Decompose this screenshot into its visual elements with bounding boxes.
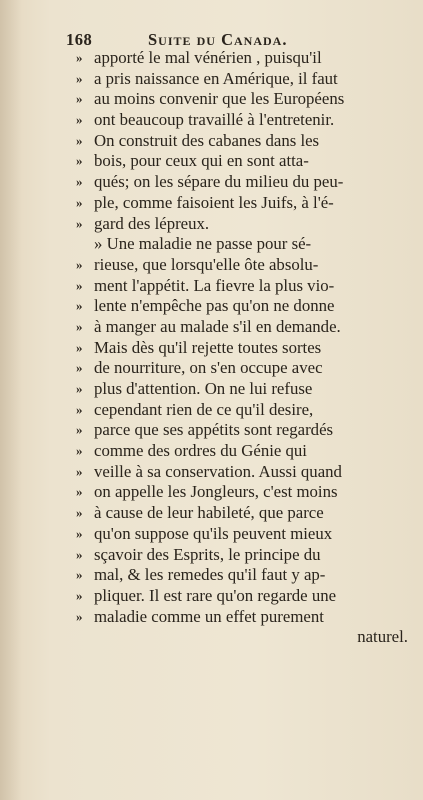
quotation-mark: » xyxy=(76,422,83,438)
quotation-mark: » xyxy=(76,50,83,65)
text-line xyxy=(76,358,408,379)
quotation-mark: » xyxy=(76,505,83,521)
line-text: a pris naissance en Amérique, il faut xyxy=(94,68,338,88)
line-text: à manger au malade s'il en demande. xyxy=(94,316,341,336)
text-line xyxy=(76,255,408,276)
quotation-mark: » xyxy=(76,339,83,355)
quotation-mark: » xyxy=(76,525,83,541)
quotation-mark: » xyxy=(76,70,83,86)
line-text: qués; on les sépare du milieu du peu- xyxy=(94,172,344,192)
text-line xyxy=(76,214,408,235)
text-line xyxy=(76,317,408,338)
text-line xyxy=(76,234,408,255)
text-line xyxy=(76,69,408,90)
line-text: naturel. xyxy=(357,627,408,647)
text-line xyxy=(76,586,408,607)
quotation-mark: » xyxy=(76,174,83,190)
quotation-mark: » xyxy=(76,194,83,210)
line-text: cependant rien de ce qu'il desire, xyxy=(94,399,314,419)
line-text: plus d'attention. On ne lui refuse xyxy=(94,379,313,398)
text-line xyxy=(76,400,408,421)
text-line xyxy=(76,545,408,566)
line-text: de nourriture, on s'en occupe avec xyxy=(94,358,323,378)
text-line xyxy=(76,296,408,317)
line-text: pliquer. Il est rare qu'on regarde une xyxy=(94,585,337,605)
line-text: rieuse, que lorsqu'elle ôte absolu- xyxy=(94,254,319,274)
line-text: veille à sa conservation. Aussi quand xyxy=(94,461,342,481)
spine-shadow xyxy=(0,0,22,800)
text-line xyxy=(76,462,408,483)
text-line xyxy=(76,482,408,503)
text-line xyxy=(76,565,408,586)
text-line xyxy=(76,441,408,462)
text-line xyxy=(76,193,408,214)
line-text: maladie comme un effet purement xyxy=(94,606,324,626)
text-line xyxy=(76,276,408,297)
line-text: ont beaucoup travaillé à l'entretenir. xyxy=(94,110,335,130)
quotation-mark: » xyxy=(76,484,83,500)
quotation-mark: » xyxy=(76,567,83,583)
line-text: mal, & les remedes qu'il faut y ap- xyxy=(94,565,326,585)
quotation-mark: » xyxy=(76,256,83,272)
line-text: sçavoir des Esprits, le principe du xyxy=(94,544,321,564)
quotation-mark: » xyxy=(76,277,83,293)
quotation-mark: » xyxy=(76,608,83,624)
line-text: apporté le mal vénérien , puisqu'il xyxy=(94,48,322,67)
quotation-mark: » xyxy=(76,443,83,459)
text-line xyxy=(76,627,408,648)
quotation-mark: » xyxy=(76,215,83,231)
text-line xyxy=(76,503,408,524)
quotation-mark: » xyxy=(76,91,83,107)
line-text: à cause de leur habileté, que parce xyxy=(94,503,324,523)
line-text: ple, comme faisoient les Juifs, à l'é- xyxy=(94,192,334,212)
quotation-mark: » xyxy=(76,463,83,479)
quotation-mark: » xyxy=(76,381,83,396)
line-text: On construit des cabanes dans les xyxy=(94,130,320,150)
quotation-mark: » xyxy=(76,360,83,376)
line-text: Mais dès qu'il rejette toutes sortes xyxy=(94,337,322,357)
quotation-mark: » xyxy=(76,153,83,169)
text-line xyxy=(76,379,408,400)
text-line xyxy=(76,131,408,152)
quotation-mark: » xyxy=(76,318,83,334)
text-line xyxy=(76,420,408,441)
text-line xyxy=(76,524,408,545)
text-line xyxy=(76,110,408,131)
quotation-mark: » xyxy=(76,546,83,562)
text-line xyxy=(76,172,408,193)
line-text: gard des lépreux. xyxy=(94,213,210,233)
body-text xyxy=(76,48,408,648)
line-text: au moins convenir que les Européens xyxy=(94,89,345,109)
line-text: on appelle les Jongleurs, c'est moins xyxy=(94,482,338,502)
line-text: bois, pour ceux qui en sont atta- xyxy=(94,151,309,171)
text-line xyxy=(76,89,408,110)
quotation-mark: » xyxy=(76,112,83,128)
text-line xyxy=(76,338,408,359)
line-text: ment l'appétit. La fievre la plus vio- xyxy=(94,275,335,295)
text-line xyxy=(76,48,408,69)
line-text: parce que ses appétits sont regardés xyxy=(94,420,334,440)
text-line xyxy=(76,151,408,172)
quotation-mark: » xyxy=(76,401,83,417)
line-text: qu'on suppose qu'ils peuvent mieux xyxy=(94,523,333,543)
quotation-mark: » xyxy=(76,587,83,603)
line-text: comme des ordres du Génie qui xyxy=(94,441,307,461)
quotation-mark: » xyxy=(76,298,83,314)
text-line xyxy=(76,607,408,628)
page-number: 168 xyxy=(66,30,93,49)
line-text: » Une maladie ne passe pour sé- xyxy=(94,234,312,254)
quotation-mark: » xyxy=(76,132,83,148)
line-text: lente n'empêche pas qu'on ne donne xyxy=(94,296,335,316)
running-head: Suite du Canada. xyxy=(148,30,288,49)
